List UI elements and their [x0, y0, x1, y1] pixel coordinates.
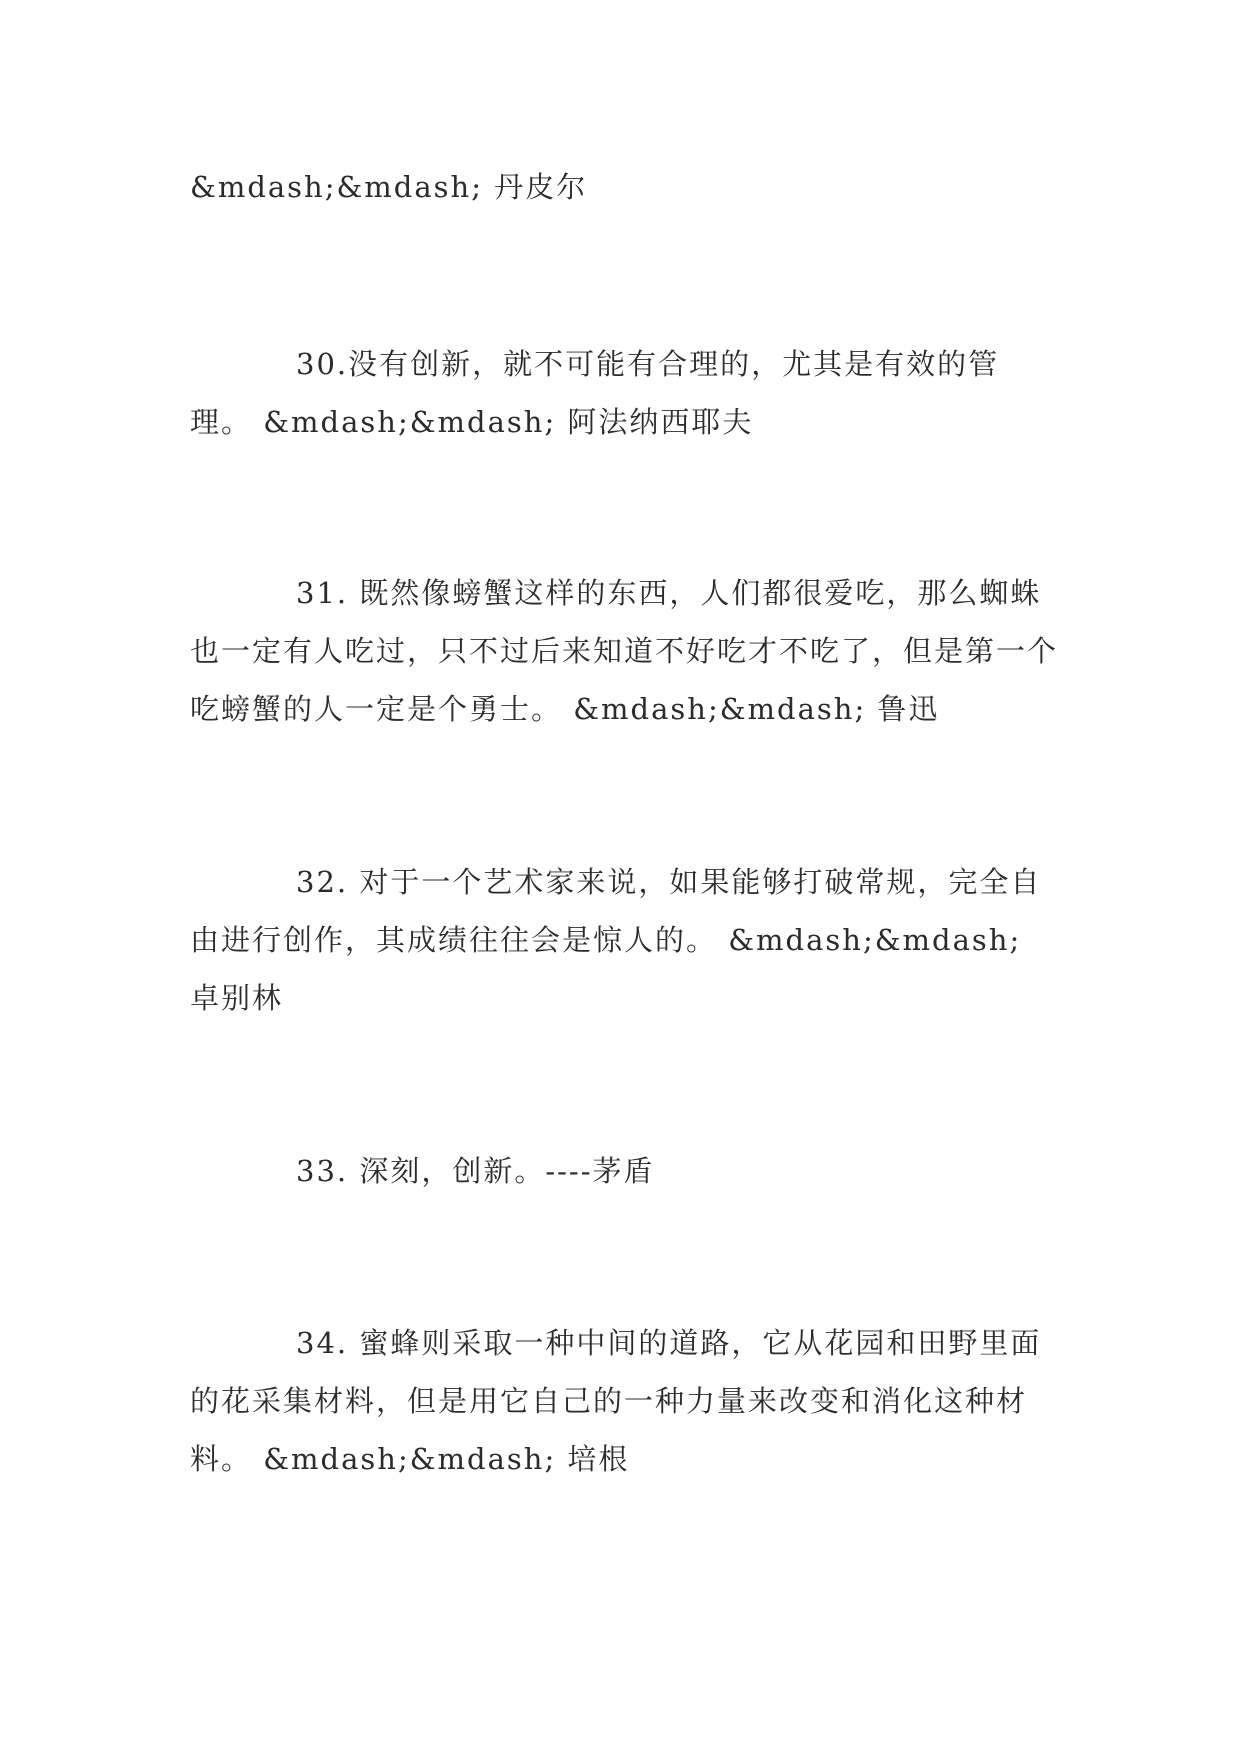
quote-32: 32. 对于一个艺术家来说，如果能够打破常规，完全自由进行创作，其成绩往往会是惊人的。 &mdash;&mdash; 卓别林	[190, 865, 1042, 1015]
quote-33: 33. 深刻，创新。----茅盾	[296, 1154, 655, 1188]
quote-attribution-continued: &mdash;&mdash; 丹皮尔	[190, 170, 588, 204]
quote-34: 34. 蜜蜂则采取一种中间的道路，它从花园和田野里面的花采集材料，但是用它自己的一种力量来改变和消化这种材料。 &mdash;&mdash; 培根	[190, 1326, 1042, 1476]
quote-30: 30.没有创新，就不可能有合理的，尤其是有效的管理。 &mdash;&mdash; 阿法纳西耶夫	[190, 347, 1000, 439]
quote-31: 31. 既然像螃蟹这样的东西，人们都很爱吃，那么蜘蛛也一定有人吃过，只不过后来知道不好吃才不吃了，但是第一个吃螃蟹的人一定是个勇士。 &mdash;&mdash; 鲁迅	[190, 576, 1059, 726]
